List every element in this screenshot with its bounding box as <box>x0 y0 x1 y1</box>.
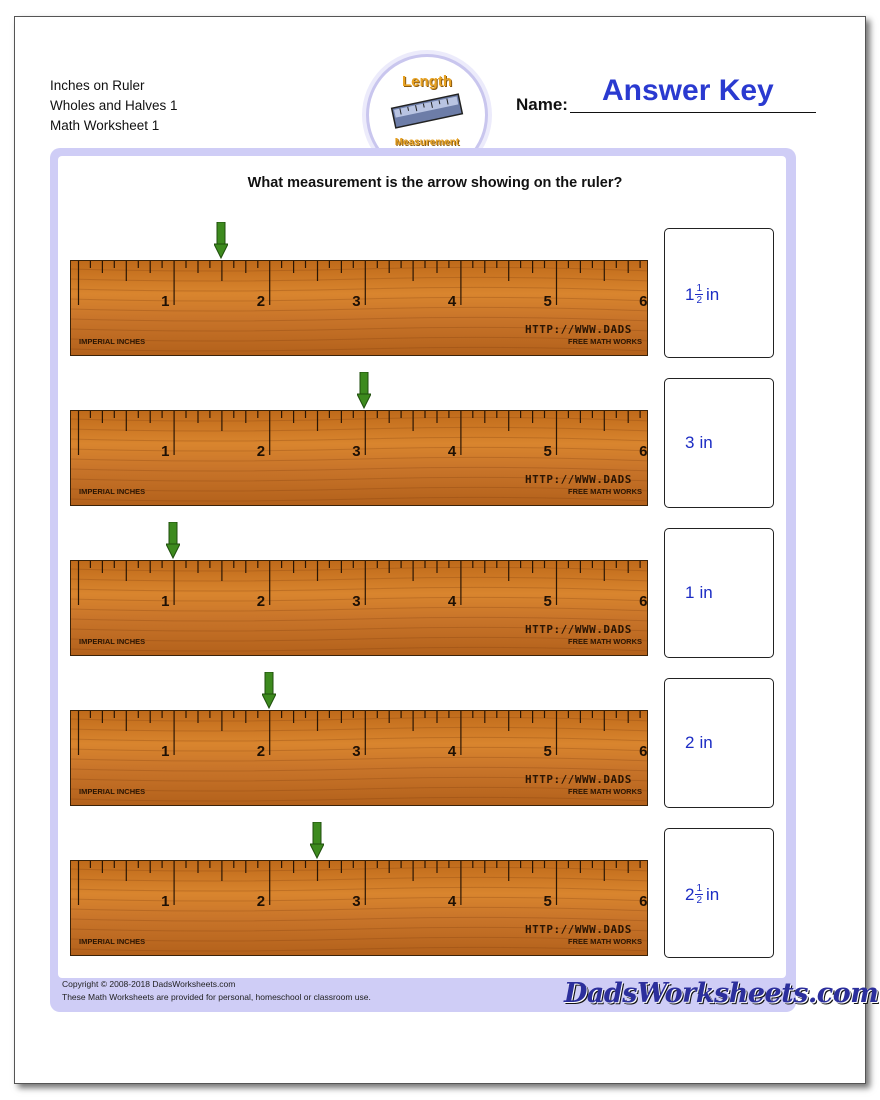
ruler-units-label: IMPERIAL INCHES <box>79 937 146 946</box>
name-line <box>570 112 816 113</box>
name-label: Name: <box>516 95 568 114</box>
green-arrow-icon <box>262 672 276 710</box>
ruler-number: 2 <box>256 293 266 310</box>
problem-row <box>0 678 880 828</box>
answer-box <box>664 828 774 958</box>
ruler-url-text: HTTP://WWW.DADS <box>525 323 632 336</box>
answer-whole: 3 <box>685 433 695 452</box>
ruler-sub-text: FREE MATH WORKS <box>568 937 643 946</box>
answer-key-text: Answer Key <box>602 74 774 107</box>
fraction-denominator: 2 <box>696 895 703 906</box>
problem-row <box>0 528 880 678</box>
ruler-number: 3 <box>352 293 361 310</box>
answer-box <box>664 528 774 658</box>
ruler-units-label: IMPERIAL INCHES <box>79 337 146 346</box>
footer <box>62 978 371 1004</box>
worksheet-subtitle: Wholes and Halves 1 <box>50 98 178 113</box>
ruler <box>70 860 648 956</box>
green-arrow-icon <box>310 822 324 860</box>
ruler-number: 6 <box>639 743 648 760</box>
ruler-number: 3 <box>352 743 361 760</box>
ruler-number: 1 <box>161 743 170 760</box>
answer-unit: in <box>699 433 713 452</box>
worksheet-number: Math Worksheet 1 <box>50 118 160 133</box>
answer-text <box>685 433 713 453</box>
answer-text <box>685 583 713 603</box>
problem-row <box>0 378 880 528</box>
logo-bottom-text: Measurement <box>394 137 460 148</box>
ruler-url-text: HTTP://WWW.DADS <box>525 473 632 486</box>
ruler-number: 6 <box>639 893 648 910</box>
answer-whole: 1 <box>685 583 695 602</box>
ruler-number: 3 <box>352 443 361 460</box>
ruler-sub-text: FREE MATH WORKS <box>568 637 643 646</box>
green-arrow-icon <box>214 222 228 260</box>
green-arrow-icon <box>166 522 180 560</box>
fraction-denominator: 2 <box>696 295 703 306</box>
problem-row <box>0 228 880 378</box>
ruler-number: 2 <box>256 443 266 460</box>
ruler-number: 4 <box>447 743 457 760</box>
answer-fraction <box>695 883 703 906</box>
answer-text <box>685 733 713 753</box>
logo-top-text: Length <box>402 73 452 90</box>
question-text: What measurement is the arrow showing on the ruler? <box>247 175 623 191</box>
ruler <box>70 260 648 356</box>
ruler-number: 6 <box>639 443 648 460</box>
answer-text <box>685 283 719 306</box>
ruler-url-text: HTTP://WWW.DADS <box>525 773 632 786</box>
ruler-number: 5 <box>543 443 552 460</box>
copyright-text: Copyright © 2008-2018 DadsWorksheets.com <box>62 979 236 989</box>
ruler-number: 3 <box>352 593 361 610</box>
ruler-sub-text: FREE MATH WORKS <box>568 787 643 796</box>
ruler-number: 1 <box>161 593 170 610</box>
ruler-units-label: IMPERIAL INCHES <box>79 637 146 646</box>
ruler-number: 4 <box>447 893 457 910</box>
answer-box <box>664 228 774 358</box>
answer-whole: 1 <box>685 284 695 304</box>
answer-box <box>664 378 774 508</box>
ruler-number: 2 <box>256 893 266 910</box>
fraction-numerator: 1 <box>696 883 703 894</box>
ruler-number: 6 <box>639 293 648 310</box>
ruler-number: 1 <box>161 893 170 910</box>
usage-note: These Math Worksheets are provided for personal, homeschool or classroom use. <box>62 992 371 1002</box>
answer-whole: 2 <box>685 884 695 904</box>
dadsworksheets-logo: DadsWorksheets.com <box>564 978 879 1009</box>
ruler-number: 6 <box>639 593 648 610</box>
ruler-number: 4 <box>447 443 457 460</box>
green-arrow-icon <box>357 372 371 410</box>
ruler-number: 2 <box>256 593 266 610</box>
ruler-units-label: IMPERIAL INCHES <box>79 487 146 496</box>
ruler-url-text: HTTP://WWW.DADS <box>525 923 632 936</box>
ruler-units-label: IMPERIAL INCHES <box>79 787 146 796</box>
ruler-sub-text: FREE MATH WORKS <box>568 487 643 496</box>
ruler-number: 5 <box>543 743 552 760</box>
answer-whole: 2 <box>685 733 695 752</box>
ruler-number: 1 <box>161 293 170 310</box>
ruler-icon <box>389 91 465 131</box>
ruler-number: 4 <box>447 593 457 610</box>
ruler <box>70 560 648 656</box>
ruler-number: 2 <box>256 743 266 760</box>
answer-unit: in <box>706 284 720 304</box>
answer-box <box>664 678 774 808</box>
ruler-number: 5 <box>543 893 552 910</box>
ruler-number: 3 <box>352 893 361 910</box>
ruler-url-text: HTTP://WWW.DADS <box>525 623 632 636</box>
ruler-number: 1 <box>161 443 170 460</box>
problem-row <box>0 828 880 978</box>
answer-unit: in <box>699 733 713 752</box>
ruler-number: 5 <box>543 593 552 610</box>
answer-fraction <box>695 283 703 306</box>
answer-unit: in <box>699 583 713 602</box>
answer-unit: in <box>706 884 720 904</box>
answer-text <box>685 883 719 906</box>
ruler <box>70 410 648 506</box>
worksheet-title: Inches on Ruler <box>50 78 145 93</box>
fraction-numerator: 1 <box>696 283 703 294</box>
ruler-number: 4 <box>447 293 457 310</box>
ruler-sub-text: FREE MATH WORKS <box>568 337 643 346</box>
ruler <box>70 710 648 806</box>
ruler-number: 5 <box>543 293 552 310</box>
